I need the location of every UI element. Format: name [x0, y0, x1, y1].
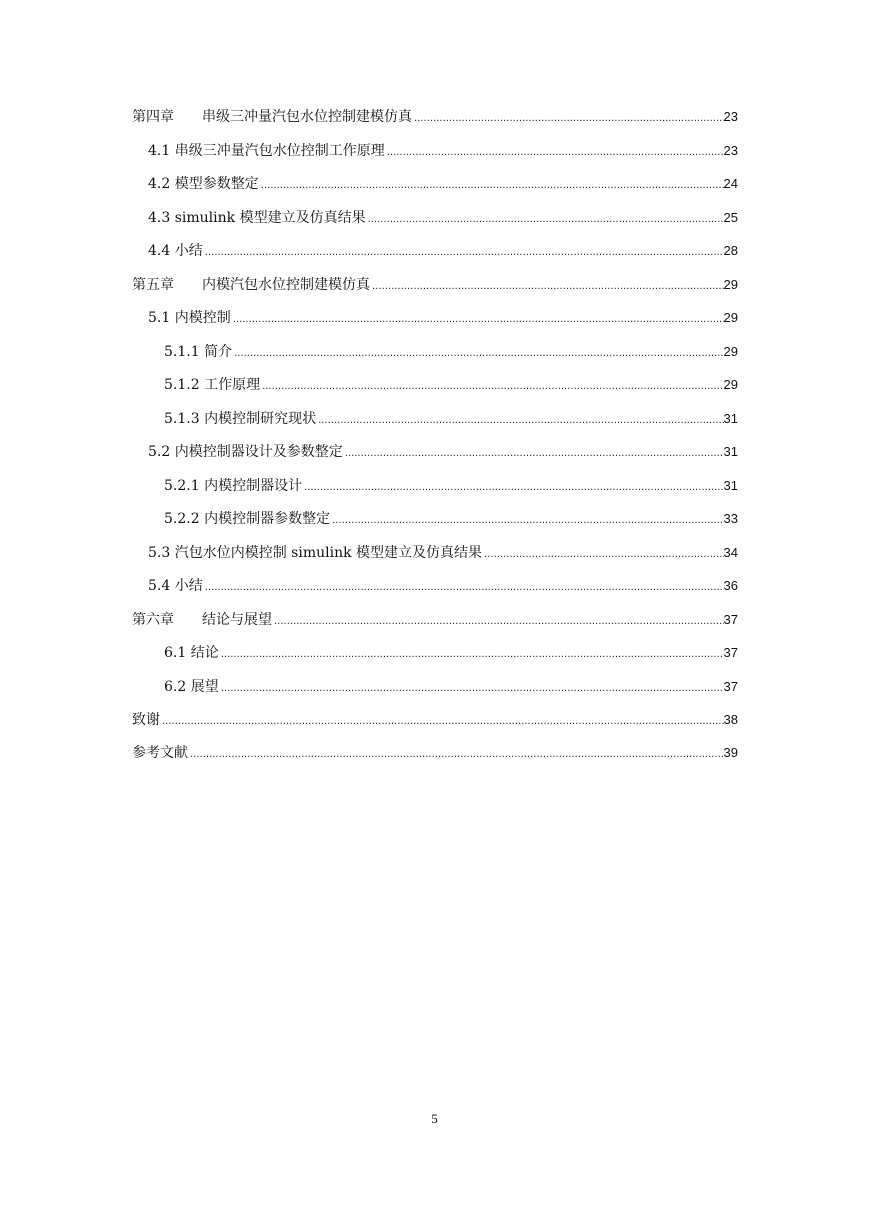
toc-entry-label: 4.4 小结 [148, 243, 203, 259]
toc-dot-leader [260, 380, 723, 394]
toc-entry[interactable] [148, 241, 738, 261]
toc-entry-label: 5.2.2 内模控制器参数整定 [164, 511, 331, 527]
toc-dot-leader [219, 682, 724, 696]
page-number: 5 [431, 1111, 438, 1126]
toc-entry-page: 23 [723, 109, 738, 124]
toc-entry-page: 29 [723, 277, 738, 292]
toc-dot-leader [330, 514, 723, 528]
toc-entry[interactable] [148, 576, 738, 596]
toc-entry-label: 5.2.1 内模控制器设计 [164, 478, 303, 494]
toc-entry[interactable] [148, 308, 738, 328]
toc-entry[interactable] [132, 275, 738, 295]
toc-dot-leader [370, 280, 724, 294]
toc-entry-page: 29 [723, 377, 738, 392]
toc-entry-label: 5.4 小结 [148, 578, 203, 594]
toc-entry-page: 33 [723, 511, 738, 526]
toc-entry[interactable] [164, 342, 738, 362]
toc-entry-label: 5.2 内模控制器设计及参数整定 [148, 444, 343, 460]
toc-entry[interactable] [148, 442, 738, 462]
toc-entry-page: 38 [723, 712, 738, 727]
toc-entry-page: 37 [723, 645, 738, 660]
toc-entry-page: 31 [723, 444, 738, 459]
toc-entry-label: 6.1 结论 [164, 645, 219, 661]
toc-dot-leader [203, 246, 724, 260]
toc-dot-leader [316, 414, 723, 428]
toc-dot-leader [385, 146, 724, 160]
toc-entry[interactable] [148, 208, 738, 228]
toc-entry-label: 4.2 模型参数整定 [148, 176, 259, 192]
toc-entry[interactable] [164, 375, 738, 395]
toc-entry[interactable] [132, 610, 738, 630]
toc-dot-leader [412, 112, 724, 126]
toc-entry-label: 致谢 [132, 712, 160, 728]
toc-entry[interactable] [164, 677, 738, 697]
toc-entry[interactable] [148, 174, 738, 194]
toc-entry-page: 25 [723, 210, 738, 225]
toc-entry[interactable] [164, 409, 738, 429]
toc-entry-page: 39 [723, 745, 738, 760]
toc-entry-page: 34 [723, 545, 738, 560]
toc-entry-label: 6.2 展望 [164, 679, 219, 695]
toc-entry-label: 第五章 内模汽包水位控制建模仿真 [132, 277, 370, 293]
toc-entry[interactable] [164, 509, 738, 529]
toc-entry-label: 4.1 串级三冲量汽包水位控制工作原理 [148, 143, 385, 159]
toc-entry-label: 5.1.3 内模控制研究现状 [164, 411, 317, 427]
toc-dot-leader [272, 615, 724, 629]
toc-entry-page: 31 [723, 478, 738, 493]
toc-entry-page: 24 [723, 176, 738, 191]
toc-entry-label: 第四章 串级三冲量汽包水位控制建模仿真 [132, 109, 412, 125]
toc-dot-leader [231, 313, 724, 327]
toc-entry[interactable] [164, 643, 738, 663]
toc-entry[interactable] [148, 141, 738, 161]
toc-entry-label: 5.1.1 简介 [164, 344, 233, 360]
toc-entry-label: 5.1 内模控制 [148, 310, 231, 326]
toc-entry-label: 参考文献 [132, 745, 188, 761]
toc-dot-leader [232, 347, 723, 361]
toc-entry-page: 29 [723, 310, 738, 325]
toc-entry-page: 31 [723, 411, 738, 426]
toc-entry[interactable] [132, 743, 738, 763]
toc-entry-label: 5.3 汽包水位内模控制 simulink 模型建立及仿真结果 [148, 545, 483, 561]
toc-dot-leader [160, 715, 724, 729]
toc-entry[interactable] [132, 107, 738, 127]
toc-entry[interactable] [148, 543, 738, 563]
toc-dot-leader [302, 481, 723, 495]
toc-entry-page: 36 [723, 578, 738, 593]
toc-dot-leader [366, 213, 724, 227]
toc-entry-page: 23 [723, 143, 738, 158]
toc-entry[interactable] [164, 476, 738, 496]
toc-dot-leader [219, 648, 724, 662]
toc-dot-leader [203, 581, 724, 595]
toc-entry-page: 28 [723, 243, 738, 258]
toc-entry-page: 37 [723, 679, 738, 694]
toc-entry-page: 29 [723, 344, 738, 359]
toc-dot-leader [343, 447, 724, 461]
toc-dot-leader [188, 748, 724, 762]
toc-entry-label: 5.1.2 工作原理 [164, 377, 261, 393]
toc-dot-leader [259, 179, 724, 193]
toc-dot-leader [482, 548, 724, 562]
toc-entry[interactable] [132, 710, 738, 730]
toc-entry-label: 4.3 simulink 模型建立及仿真结果 [148, 210, 366, 226]
toc-entry-label: 第六章 结论与展望 [132, 612, 272, 628]
toc-entry-page: 37 [723, 612, 738, 627]
